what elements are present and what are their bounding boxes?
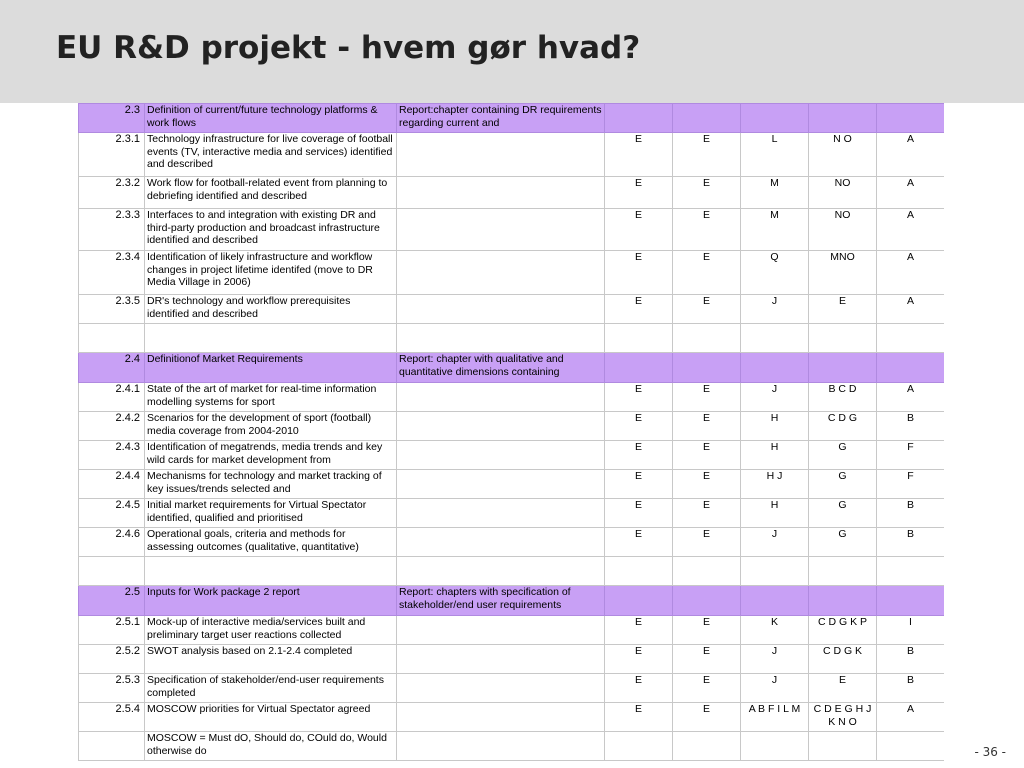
role-cell-4: E bbox=[809, 295, 877, 324]
role-cell-5: B bbox=[877, 499, 945, 528]
task-number-cell: 2.5 bbox=[79, 586, 145, 616]
role-cell-5: B bbox=[877, 528, 945, 557]
task-number-cell: 2.5.4 bbox=[79, 703, 145, 732]
table-row bbox=[79, 732, 945, 761]
table-row bbox=[79, 645, 945, 674]
role-cell-3: A B F I L M bbox=[741, 703, 809, 732]
output-cell bbox=[397, 133, 605, 177]
description-cell: Mechanisms for technology and market tracking of key issues/trends selected and bbox=[145, 470, 397, 499]
table-row bbox=[79, 470, 945, 499]
role-cell-5: A bbox=[877, 251, 945, 295]
role-cell-3 bbox=[741, 104, 809, 133]
role-cell-2 bbox=[673, 353, 741, 383]
role-cell-2: E bbox=[673, 133, 741, 177]
role-cell-4: NO bbox=[809, 209, 877, 251]
role-cell-4: G bbox=[809, 528, 877, 557]
task-number-cell: 2.4.6 bbox=[79, 528, 145, 557]
output-cell bbox=[397, 645, 605, 674]
role-cell-1 bbox=[605, 353, 673, 383]
description-cell bbox=[145, 324, 397, 353]
table-row bbox=[79, 177, 945, 209]
task-number-cell bbox=[79, 324, 145, 353]
role-cell-3: H bbox=[741, 499, 809, 528]
output-cell bbox=[397, 674, 605, 703]
role-cell-3 bbox=[741, 353, 809, 383]
role-cell-4: C D E G H J K N O bbox=[809, 703, 877, 732]
description-cell: Operational goals, criteria and methods for assessing outcomes (qualitative, quantitative) bbox=[145, 528, 397, 557]
role-cell-3 bbox=[741, 586, 809, 616]
table-row bbox=[79, 528, 945, 557]
role-cell-5: A bbox=[877, 295, 945, 324]
table-row bbox=[79, 209, 945, 251]
output-cell bbox=[397, 383, 605, 412]
role-cell-1: E bbox=[605, 703, 673, 732]
role-cell-2 bbox=[673, 324, 741, 353]
role-cell-1: E bbox=[605, 251, 673, 295]
section-row bbox=[79, 586, 945, 616]
role-cell-1: E bbox=[605, 528, 673, 557]
role-cell-5: I bbox=[877, 616, 945, 645]
description-cell: Work flow for football-related event from planning to debriefing identified and described bbox=[145, 177, 397, 209]
table-row bbox=[79, 616, 945, 645]
role-cell-5: F bbox=[877, 470, 945, 499]
role-cell-1 bbox=[605, 557, 673, 586]
description-cell: Initial market requirements for Virtual Spectator identified, qualified and prioritised bbox=[145, 499, 397, 528]
role-cell-2: E bbox=[673, 499, 741, 528]
role-cell-3: H bbox=[741, 412, 809, 441]
role-cell-2 bbox=[673, 732, 741, 761]
role-cell-3: J bbox=[741, 674, 809, 703]
role-cell-1 bbox=[605, 324, 673, 353]
role-cell-2: E bbox=[673, 177, 741, 209]
work-package-table-container bbox=[78, 103, 944, 768]
output-cell bbox=[397, 251, 605, 295]
role-cell-3: H bbox=[741, 441, 809, 470]
table-row bbox=[79, 251, 945, 295]
role-cell-2: E bbox=[673, 645, 741, 674]
role-cell-4: NO bbox=[809, 177, 877, 209]
output-cell bbox=[397, 295, 605, 324]
role-cell-2: E bbox=[673, 383, 741, 412]
role-cell-3: K bbox=[741, 616, 809, 645]
work-package-table bbox=[78, 103, 944, 761]
role-cell-1: E bbox=[605, 645, 673, 674]
role-cell-3: M bbox=[741, 209, 809, 251]
table-row bbox=[79, 674, 945, 703]
role-cell-3 bbox=[741, 732, 809, 761]
title-bar bbox=[0, 0, 1024, 103]
role-cell-3 bbox=[741, 557, 809, 586]
role-cell-2: E bbox=[673, 412, 741, 441]
role-cell-3: J bbox=[741, 295, 809, 324]
task-number-cell: 2.4.1 bbox=[79, 383, 145, 412]
role-cell-3 bbox=[741, 324, 809, 353]
description-cell: Identification of likely infrastructure and workflow changes in project lifetime identifed (move to DR Media Village in 2006) bbox=[145, 251, 397, 295]
table-row bbox=[79, 383, 945, 412]
role-cell-2: E bbox=[673, 295, 741, 324]
role-cell-4 bbox=[809, 732, 877, 761]
table-row bbox=[79, 133, 945, 177]
role-cell-1: E bbox=[605, 441, 673, 470]
description-cell bbox=[145, 557, 397, 586]
role-cell-4: C D G K bbox=[809, 645, 877, 674]
role-cell-1: E bbox=[605, 499, 673, 528]
task-number-cell: 2.3.5 bbox=[79, 295, 145, 324]
role-cell-5: A bbox=[877, 177, 945, 209]
output-cell bbox=[397, 703, 605, 732]
task-number-cell: 2.5.1 bbox=[79, 616, 145, 645]
role-cell-5 bbox=[877, 104, 945, 133]
role-cell-4 bbox=[809, 104, 877, 133]
task-number-cell: 2.4.3 bbox=[79, 441, 145, 470]
role-cell-1: E bbox=[605, 674, 673, 703]
role-cell-4: G bbox=[809, 470, 877, 499]
output-cell: Report:chapter containing DR requirements regarding current and bbox=[397, 104, 605, 133]
output-cell: Report: chapter with qualitative and quantitative dimensions containing bbox=[397, 353, 605, 383]
role-cell-2: E bbox=[673, 674, 741, 703]
role-cell-4: C D G bbox=[809, 412, 877, 441]
role-cell-1: E bbox=[605, 209, 673, 251]
description-cell: MOSCOW priorities for Virtual Spectator agreed bbox=[145, 703, 397, 732]
table-row bbox=[79, 441, 945, 470]
table-row bbox=[79, 295, 945, 324]
role-cell-2: E bbox=[673, 441, 741, 470]
output-cell bbox=[397, 441, 605, 470]
role-cell-1: E bbox=[605, 616, 673, 645]
role-cell-3: Q bbox=[741, 251, 809, 295]
output-cell bbox=[397, 412, 605, 441]
output-cell bbox=[397, 209, 605, 251]
description-cell: SWOT analysis based on 2.1-2.4 completed bbox=[145, 645, 397, 674]
task-number-cell: 2.3.1 bbox=[79, 133, 145, 177]
role-cell-2: E bbox=[673, 703, 741, 732]
task-number-cell: 2.3.4 bbox=[79, 251, 145, 295]
output-cell bbox=[397, 528, 605, 557]
role-cell-4: MNO bbox=[809, 251, 877, 295]
role-cell-5 bbox=[877, 557, 945, 586]
task-number-cell: 2.4.2 bbox=[79, 412, 145, 441]
role-cell-4: E bbox=[809, 674, 877, 703]
role-cell-5 bbox=[877, 353, 945, 383]
output-cell bbox=[397, 732, 605, 761]
role-cell-4 bbox=[809, 586, 877, 616]
task-number-cell: 2.5.3 bbox=[79, 674, 145, 703]
role-cell-5: A bbox=[877, 133, 945, 177]
task-number-cell bbox=[79, 557, 145, 586]
output-cell bbox=[397, 499, 605, 528]
table-row bbox=[79, 703, 945, 732]
table-body bbox=[79, 104, 945, 761]
role-cell-1: E bbox=[605, 133, 673, 177]
description-cell: Interfaces to and integration with existing DR and third-party production and broadcast infrastructure identified and described bbox=[145, 209, 397, 251]
task-number-cell: 2.4.5 bbox=[79, 499, 145, 528]
output-cell: Report: chapters with specification of stakeholder/end user requirements bbox=[397, 586, 605, 616]
description-cell: Definition of current/future technology platforms & work flows bbox=[145, 104, 397, 133]
page-number: - 36 - bbox=[974, 745, 1006, 759]
role-cell-1 bbox=[605, 104, 673, 133]
description-cell: Inputs for Work package 2 report bbox=[145, 586, 397, 616]
section-row bbox=[79, 104, 945, 133]
role-cell-2: E bbox=[673, 616, 741, 645]
role-cell-4: G bbox=[809, 441, 877, 470]
role-cell-5: B bbox=[877, 645, 945, 674]
description-cell: Technology infrastructure for live coverage of football events (TV, interactive media and services) identified and described bbox=[145, 133, 397, 177]
role-cell-4: G bbox=[809, 499, 877, 528]
table-row bbox=[79, 499, 945, 528]
role-cell-5: F bbox=[877, 441, 945, 470]
section-row bbox=[79, 353, 945, 383]
description-cell: Specification of stakeholder/end-user requirements completed bbox=[145, 674, 397, 703]
task-number-cell: 2.4 bbox=[79, 353, 145, 383]
role-cell-3: H J bbox=[741, 470, 809, 499]
description-cell: MOSCOW = Must dO, Should do, COuld do, Would otherwise do bbox=[145, 732, 397, 761]
role-cell-2: E bbox=[673, 209, 741, 251]
role-cell-4: N O bbox=[809, 133, 877, 177]
description-cell: Identification of megatrends, media trends and key wild cards for market development from bbox=[145, 441, 397, 470]
output-cell bbox=[397, 470, 605, 499]
role-cell-4 bbox=[809, 557, 877, 586]
role-cell-2: E bbox=[673, 528, 741, 557]
role-cell-2 bbox=[673, 586, 741, 616]
role-cell-5: A bbox=[877, 209, 945, 251]
role-cell-2: E bbox=[673, 251, 741, 295]
role-cell-4 bbox=[809, 324, 877, 353]
role-cell-3: L bbox=[741, 133, 809, 177]
role-cell-4: B C D bbox=[809, 383, 877, 412]
role-cell-1: E bbox=[605, 177, 673, 209]
role-cell-1: E bbox=[605, 295, 673, 324]
table-row bbox=[79, 412, 945, 441]
role-cell-5: B bbox=[877, 412, 945, 441]
task-number-cell: 2.4.4 bbox=[79, 470, 145, 499]
role-cell-3: J bbox=[741, 383, 809, 412]
role-cell-1: E bbox=[605, 383, 673, 412]
role-cell-4 bbox=[809, 353, 877, 383]
output-cell bbox=[397, 177, 605, 209]
description-cell: State of the art of market for real-time information modelling systems for sport bbox=[145, 383, 397, 412]
role-cell-1 bbox=[605, 732, 673, 761]
role-cell-1: E bbox=[605, 412, 673, 441]
role-cell-5: B bbox=[877, 674, 945, 703]
description-cell: Scenarios for the development of sport (football) media coverage from 2004-2010 bbox=[145, 412, 397, 441]
role-cell-5 bbox=[877, 324, 945, 353]
spacer-row bbox=[79, 324, 945, 353]
task-number-cell: 2.3 bbox=[79, 104, 145, 133]
task-number-cell bbox=[79, 732, 145, 761]
description-cell: DR's technology and workflow prerequisites identified and described bbox=[145, 295, 397, 324]
role-cell-1 bbox=[605, 586, 673, 616]
role-cell-3: J bbox=[741, 528, 809, 557]
task-number-cell: 2.3.3 bbox=[79, 209, 145, 251]
description-cell: Definitionof Market Requirements bbox=[145, 353, 397, 383]
task-number-cell: 2.3.2 bbox=[79, 177, 145, 209]
role-cell-2 bbox=[673, 104, 741, 133]
role-cell-4: C D G K P bbox=[809, 616, 877, 645]
role-cell-5 bbox=[877, 586, 945, 616]
output-cell bbox=[397, 324, 605, 353]
spacer-row bbox=[79, 557, 945, 586]
slide-title: EU R&D projekt - hvem gør hvad? bbox=[56, 30, 641, 66]
role-cell-1: E bbox=[605, 470, 673, 499]
output-cell bbox=[397, 557, 605, 586]
output-cell bbox=[397, 616, 605, 645]
role-cell-5: A bbox=[877, 383, 945, 412]
task-number-cell: 2.5.2 bbox=[79, 645, 145, 674]
description-cell: Mock-up of interactive media/services built and preliminary target user reactions collected bbox=[145, 616, 397, 645]
role-cell-3: M bbox=[741, 177, 809, 209]
role-cell-5 bbox=[877, 732, 945, 761]
role-cell-2: E bbox=[673, 470, 741, 499]
role-cell-2 bbox=[673, 557, 741, 586]
role-cell-5: A bbox=[877, 703, 945, 732]
role-cell-3: J bbox=[741, 645, 809, 674]
